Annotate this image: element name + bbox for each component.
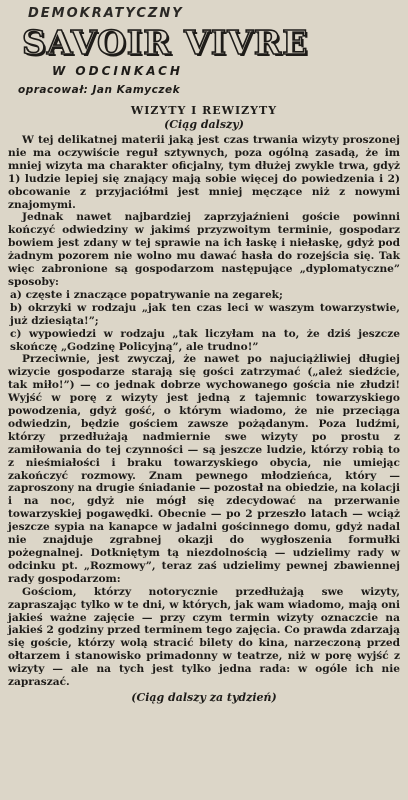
paragraph-3: Przeciwnie, jest zwyczaj, że nawet po najuciążliwiej długiej wizycie gospodarze starają się gości zatrzymać („ależ siedźcie, tak miło!”) — co jednak dobrze wychowanego gościa nie złudzi! Wyjść w porę z wizyty jest jedną z tajemnic towarzyskiego powodzenia, gdyż gość, o którym wiadomo, że nie przeciąga odwiedzin, będzie gościem zawsze pożądanym. Poza ludźmi, którzy przedłużają nadmiernie swe wizyty po prostu z zamiłowania do tej czynności — są jeszcze ludzie, którzy robią to z nieśmiałości i braku towarzyskiego obycia, nie umiejąc zakończyć rozmowy. Znam pewnego młodzieńca, który — zaproszony na drugie śniadanie — pozostał na obiedzie, na kolacji i na noc, gdyż nie mógł się zdecydować na przerwanie towarzyskiej pogawędki. Obecnie — po 2 przeszło latach — wciąż jeszcze sypia na kanapce w jadalni gościnnego domu, gdyż nadal nie znajduje zgrabnej okazji do wygłoszenia formułki pożegnalnej. Dotkniętym tą niezdolnością — udzielimy rady w odcinku pt. „Rozmowy”, teraz zaś udzielimy pewnej zbawiennej rady gospodarzom: — [8, 353, 400, 585]
article-continued: (Ciąg dalszy) — [164, 118, 244, 131]
header-logo: SAVOIR VIVRE — [22, 23, 309, 62]
header-kicker: DEMOKRATYCZNY — [28, 6, 184, 21]
article-footer: (Ciąg dalszy za tydzień) — [131, 690, 277, 704]
article-title: WIZYTY I REWIZYTY — [130, 104, 278, 117]
p1-text-b: nie ma oczywiście reguł sztywnych, poza ogólną zasadą, że im mniej wizyta ma charakter oficjalny, tym dłużej zwykle trwa, gdyż 1) ludzie lepiej się znający mają sobie więcej do powiedzenia i 2) obcowanie z przyjaciółmi jest mniej męczące niż z nowymi znajomymi. — [8, 146, 400, 211]
article-body — [8, 134, 400, 689]
list-item-b: b) okrzyki w rodzaju „jak ten czas leci w waszym towarzystwie, już dziesiąta!”; — [10, 301, 400, 327]
paragraph-2: Jednak nawet najbardziej zaprzyjaźnieni goście powinni kończyć odwiedziny w jakimś przyzwoitym terminie, gospodarz bowiem jest zdany w tej sprawie na ich łaskę i niełaskę, gdyż pod żadnym pozorem nie wolno mu dawać hasła do rozejścia się. Tak więc zabronione są gospodarzom następujące „dyplomatyczne” sposoby: — [8, 211, 400, 288]
list-item-c: c) wypowiedzi w rodzaju „tak liczyłam na to, że dziś jeszcze skończę „Godzinę Policyjną”, ale trudno!” — [10, 327, 400, 353]
paragraph-1 — [8, 134, 400, 211]
header-author: opracował: Jan Kamyczek — [18, 84, 181, 96]
column-header — [8, 6, 400, 102]
header-subtitle: W ODCINKACH — [52, 64, 183, 78]
p1-emphasis: czas trwania wizyty proszonej — [223, 134, 401, 146]
p1-text-a: W tej delikatnej materii jaką jest — [22, 134, 224, 146]
paragraph-4: Gościom, którzy notorycznie przedłużają swe wizyty, zapraszając tylko w te dni, w których, jak wam wiadomo, mają oni jakieś ważne zajęcie — przy czym termin wizyty oznaczcie na jakieś 2 godziny przed terminem tego zajęcia. Co prawda zdarzają się goście, którzy wolą stracić bilety do kina, narzeczoną przed ołtarzem i stanowisko primadonny w teatrze, niż w porę wyjść z wizyty — ale na tych jest tylko jedna rada: w ogóle ich nie zapraszać. — [8, 585, 400, 689]
list-item-a: a) częste i znaczące popatrywanie na zegarek; — [10, 288, 283, 301]
